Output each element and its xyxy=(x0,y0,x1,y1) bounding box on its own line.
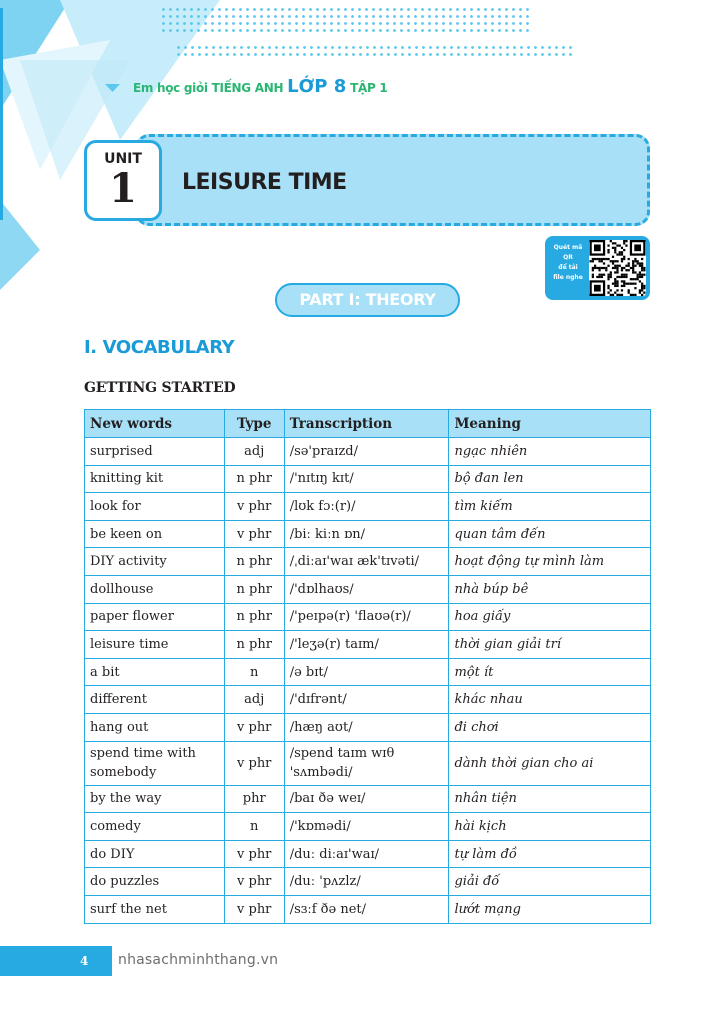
table-row xyxy=(85,603,651,631)
cell-type: n phr xyxy=(224,575,284,603)
cell-meaning: khác nhau xyxy=(449,686,651,714)
cell-meaning: tìm kiếm xyxy=(449,493,651,521)
cell-meaning: tự làm đồ xyxy=(449,840,651,868)
unit-title: LEISURE TIME xyxy=(182,170,347,195)
qr-code-icon[interactable] xyxy=(589,240,646,296)
column-header-transcription: Transcription xyxy=(284,410,449,438)
cell-transcription: /'peɪpə(r) 'flaʊə(r)/ xyxy=(284,603,449,631)
table-row xyxy=(85,713,651,741)
cell-type: adj xyxy=(224,438,284,466)
cell-meaning: quan tâm đến xyxy=(449,520,651,548)
table-row xyxy=(85,493,651,521)
cell-word: leisure time xyxy=(85,631,225,659)
cell-meaning: đi chơi xyxy=(449,713,651,741)
cell-word: knitting kit xyxy=(85,465,225,493)
cell-transcription: /ˌdiːaɪ'waɪ æk'tɪvəti/ xyxy=(284,548,449,576)
cell-type: v phr xyxy=(224,895,284,923)
table-row xyxy=(85,868,651,896)
table-row xyxy=(85,840,651,868)
cell-transcription: /sɜːf ðə net/ xyxy=(284,895,449,923)
cell-type: v phr xyxy=(224,868,284,896)
cell-transcription: /baɪ ðə weɪ/ xyxy=(284,785,449,813)
page-number: 4 xyxy=(80,954,89,968)
part-title: PART I: THEORY xyxy=(275,283,460,317)
cell-meaning: nhân tiện xyxy=(449,785,651,813)
table-row xyxy=(85,686,651,714)
cell-type: phr xyxy=(224,785,284,813)
cell-transcription: /ə bɪt/ xyxy=(284,658,449,686)
cell-meaning: hài kịch xyxy=(449,813,651,841)
footer-bar xyxy=(0,946,112,976)
cell-word: dollhouse xyxy=(85,575,225,603)
cell-meaning: lướt mạng xyxy=(449,895,651,923)
cell-type: n phr xyxy=(224,603,284,631)
cell-word: do puzzles xyxy=(85,868,225,896)
cell-type: v phr xyxy=(224,520,284,548)
cell-type: n xyxy=(224,658,284,686)
cell-transcription: /'dɒlhaʊs/ xyxy=(284,575,449,603)
cell-type: n xyxy=(224,813,284,841)
cell-transcription: /lʊk fɔː(r)/ xyxy=(284,493,449,521)
dot-pattern-mid xyxy=(175,44,575,58)
section-heading: I. VOCABULARY xyxy=(84,337,235,358)
unit-number: 1 xyxy=(109,165,137,212)
cell-word: different xyxy=(85,686,225,714)
cell-meaning: một ít xyxy=(449,658,651,686)
table-row xyxy=(85,438,651,466)
unit-label: UNIT xyxy=(104,151,142,167)
table-row xyxy=(85,741,651,785)
qr-card[interactable] xyxy=(545,236,650,300)
qr-caption: Quét mã QR để tải file nghe xyxy=(553,244,583,281)
cell-transcription: /'dɪfrənt/ xyxy=(284,686,449,714)
cell-transcription: /duː diːaɪ'waɪ/ xyxy=(284,840,449,868)
table-row xyxy=(85,813,651,841)
table-row xyxy=(85,520,651,548)
cell-word: surf the net xyxy=(85,895,225,923)
footer-website: nhasachminhthang.vn xyxy=(118,952,279,968)
cell-transcription: /sə'praɪzd/ xyxy=(284,438,449,466)
cell-word: do DIY xyxy=(85,840,225,868)
cell-type: v phr xyxy=(224,713,284,741)
cell-transcription: /'nɪtɪŋ kɪt/ xyxy=(284,465,449,493)
vocabulary-table xyxy=(84,409,651,924)
cell-transcription: /'leʒə(r) taɪm/ xyxy=(284,631,449,659)
cell-word: look for xyxy=(85,493,225,521)
cell-word: a bit xyxy=(85,658,225,686)
series-title: Em học giỏi TIẾNG ANH LỚP 8 TẬP 1 xyxy=(133,76,388,97)
cell-meaning: bộ đan len xyxy=(449,465,651,493)
cell-word: comedy xyxy=(85,813,225,841)
cell-type: v phr xyxy=(224,493,284,521)
cell-meaning: nhà búp bê xyxy=(449,575,651,603)
cell-meaning: ngạc nhiên xyxy=(449,438,651,466)
cell-transcription: /duː 'pʌzlz/ xyxy=(284,868,449,896)
cell-type: v phr xyxy=(224,840,284,868)
sub-heading: GETTING STARTED xyxy=(84,380,236,396)
cell-type: n phr xyxy=(224,548,284,576)
table-row xyxy=(85,548,651,576)
table-row xyxy=(85,658,651,686)
table-row xyxy=(85,785,651,813)
cell-transcription: /'kɒmədi/ xyxy=(284,813,449,841)
cell-type: n phr xyxy=(224,631,284,659)
cell-word: surprised xyxy=(85,438,225,466)
column-header-new-words: New words xyxy=(85,410,225,438)
cell-transcription: /hæŋ aʊt/ xyxy=(284,713,449,741)
cell-meaning: dành thời gian cho ai xyxy=(449,741,651,785)
cell-word: hang out xyxy=(85,713,225,741)
column-header-type: Type xyxy=(224,410,284,438)
cell-meaning: hoa giấy xyxy=(449,603,651,631)
cell-meaning: giải đố xyxy=(449,868,651,896)
dot-pattern-top xyxy=(160,6,530,36)
cell-transcription: /biː kiːn ɒn/ xyxy=(284,520,449,548)
cell-word: paper flower xyxy=(85,603,225,631)
cell-type: v phr xyxy=(224,741,284,785)
cell-word: be keen on xyxy=(85,520,225,548)
cell-word: DIY activity xyxy=(85,548,225,576)
table-header-row xyxy=(85,410,651,438)
cell-word: by the way xyxy=(85,785,225,813)
table-row xyxy=(85,895,651,923)
table-row xyxy=(85,575,651,603)
cell-meaning: thời gian giải trí xyxy=(449,631,651,659)
cell-type: adj xyxy=(224,686,284,714)
cell-meaning: hoạt động tự mình làm xyxy=(449,548,651,576)
column-header-meaning: Meaning xyxy=(449,410,651,438)
cell-word: spend time with somebody xyxy=(85,741,225,785)
table-row xyxy=(85,631,651,659)
unit-badge xyxy=(84,140,162,221)
cell-type: n phr xyxy=(224,465,284,493)
cell-transcription: /spend taɪm wɪθ 'sʌmbədi/ xyxy=(284,741,449,785)
table-row xyxy=(85,465,651,493)
